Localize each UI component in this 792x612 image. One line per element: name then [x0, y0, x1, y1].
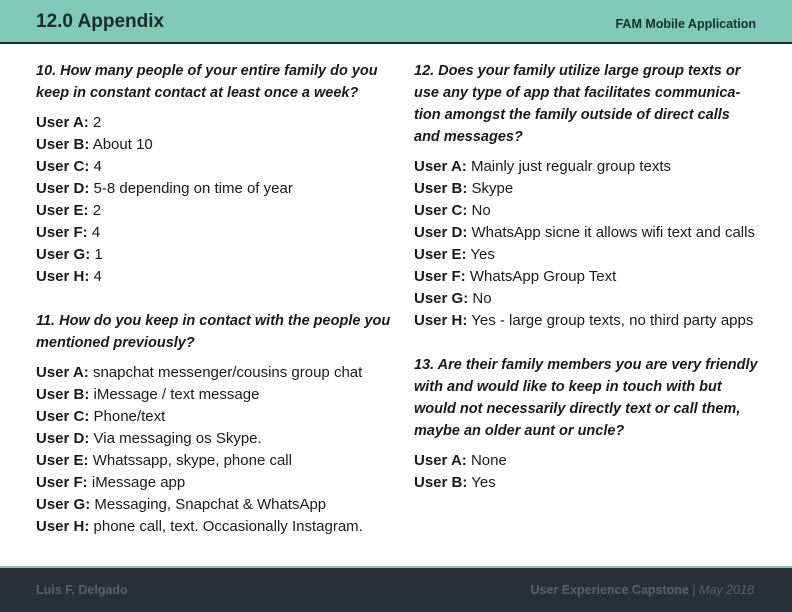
answer-row	[36, 156, 392, 178]
answer-row	[414, 310, 758, 332]
user-label: User F:	[36, 224, 88, 241]
answer-text: Yes	[467, 474, 496, 491]
user-label: User E:	[36, 202, 89, 219]
question-11: 11. How do you keep in contact with the people you mentioned previously?	[36, 313, 391, 351]
user-label: User H:	[36, 518, 90, 535]
user-label: User F:	[414, 268, 466, 285]
question-11-block	[36, 310, 392, 538]
answer-row	[414, 222, 758, 244]
answer-row	[414, 450, 758, 472]
answer-row	[36, 134, 392, 156]
user-label: User G:	[36, 246, 91, 263]
user-label: User G:	[36, 496, 91, 513]
user-label: User A:	[414, 452, 467, 469]
answer-row	[414, 156, 758, 178]
question-10: 10. How many people of your entire family do you keep in constant contact at least once a week?	[36, 63, 378, 101]
user-label: User D:	[36, 430, 90, 447]
page-footer	[0, 566, 792, 612]
answer-text: snapchat messenger/cousins group chat	[88, 364, 363, 381]
answer-row	[414, 244, 758, 266]
answer-row	[414, 472, 758, 494]
answer-row	[36, 472, 392, 494]
answer-text: Mainly just regualr group texts	[466, 158, 672, 175]
answer-text: 2	[88, 114, 102, 131]
answer-text: 4	[89, 158, 102, 175]
answer-text: 5-8 depending on time of year	[89, 180, 293, 197]
answer-text: Whatssapp, skype, phone call	[88, 452, 292, 469]
user-label: User E:	[36, 452, 89, 469]
answers-q11	[36, 362, 392, 538]
author-name: Luis F. Delgado	[36, 583, 128, 597]
footer-date: May 2018	[699, 583, 754, 597]
user-label: User D:	[414, 224, 468, 241]
answer-row	[36, 494, 392, 516]
answer-text: No	[468, 290, 492, 307]
answer-row	[414, 288, 758, 310]
section-title: 12.0 Appendix	[36, 11, 165, 32]
user-label: User C:	[36, 408, 90, 425]
user-label: User H:	[414, 312, 468, 329]
spacer	[36, 288, 392, 310]
user-label: User B:	[414, 180, 468, 197]
user-label: User B:	[36, 386, 90, 403]
user-label: User A:	[36, 364, 89, 381]
answer-text: Messaging, Snapchat & WhatsApp	[90, 496, 327, 513]
user-label: User A:	[414, 158, 467, 175]
answer-row	[36, 450, 392, 472]
user-label: User E:	[414, 246, 467, 263]
question-13: 13. Are their family members you are very friendly with and would like to keep in touch with but would not necessarily directly text or call them, maybe an older aunt or uncle?	[414, 357, 758, 439]
spacer	[414, 332, 758, 354]
answer-row	[414, 178, 758, 200]
answer-text: WhatsApp sicne it allows wifi text and calls	[467, 224, 755, 241]
answer-text: Yes	[466, 246, 495, 263]
answer-row	[414, 200, 758, 222]
user-label: User F:	[36, 474, 88, 491]
page-header	[0, 0, 792, 44]
answer-row	[36, 406, 392, 428]
answer-text: 4	[89, 268, 102, 285]
answer-row	[36, 200, 392, 222]
answer-text: WhatsApp Group Text	[465, 268, 617, 285]
answer-row	[36, 178, 392, 200]
answers-q10	[36, 112, 392, 288]
answer-text: Via messaging os Skype.	[89, 430, 262, 447]
course-name: User Experience Capstone	[530, 583, 689, 597]
answer-text: 2	[88, 202, 102, 219]
user-label: User B:	[414, 474, 468, 491]
answer-row	[36, 362, 392, 384]
answer-row	[36, 428, 392, 450]
left-column	[36, 60, 392, 538]
answers-q12	[414, 156, 758, 332]
answer-row	[36, 222, 392, 244]
answer-text: No	[467, 202, 491, 219]
footer-separator: |	[688, 583, 700, 597]
answer-row	[36, 516, 392, 538]
answers-q13	[414, 450, 758, 494]
answer-text: Phone/text	[89, 408, 166, 425]
answer-row	[36, 384, 392, 406]
user-label: User H:	[36, 268, 90, 285]
answer-row	[414, 266, 758, 288]
answer-row	[36, 244, 392, 266]
user-label: User B:	[36, 136, 90, 153]
user-label: User G:	[414, 290, 469, 307]
answer-text: Skype	[467, 180, 514, 197]
course-info	[530, 583, 754, 597]
answer-text: About 10	[89, 136, 153, 153]
answer-text: iMessage / text message	[89, 386, 260, 403]
user-label: User C:	[36, 158, 90, 175]
answer-text: Yes - large group texts, no third party apps	[467, 312, 754, 329]
question-10-block	[36, 60, 392, 288]
answer-text: 4	[87, 224, 101, 241]
question-12-block	[414, 60, 758, 332]
user-label: User C:	[414, 202, 468, 219]
question-13-block	[414, 354, 758, 494]
answer-row	[36, 266, 392, 288]
answer-row	[36, 112, 392, 134]
question-12: 12. Does your family utilize large group texts or use any type of app that facilitates communica-tion amongst the family outside of direct calls and messages?	[414, 63, 741, 145]
answer-text: 1	[90, 246, 103, 263]
app-name: FAM Mobile Application	[615, 17, 756, 31]
answer-text: phone call, text. Occasionally Instagram.	[89, 518, 363, 535]
user-label: User A:	[36, 114, 89, 131]
user-label: User D:	[36, 180, 90, 197]
answer-text: iMessage app	[87, 474, 186, 491]
answer-text: None	[466, 452, 507, 469]
right-column	[414, 60, 758, 494]
